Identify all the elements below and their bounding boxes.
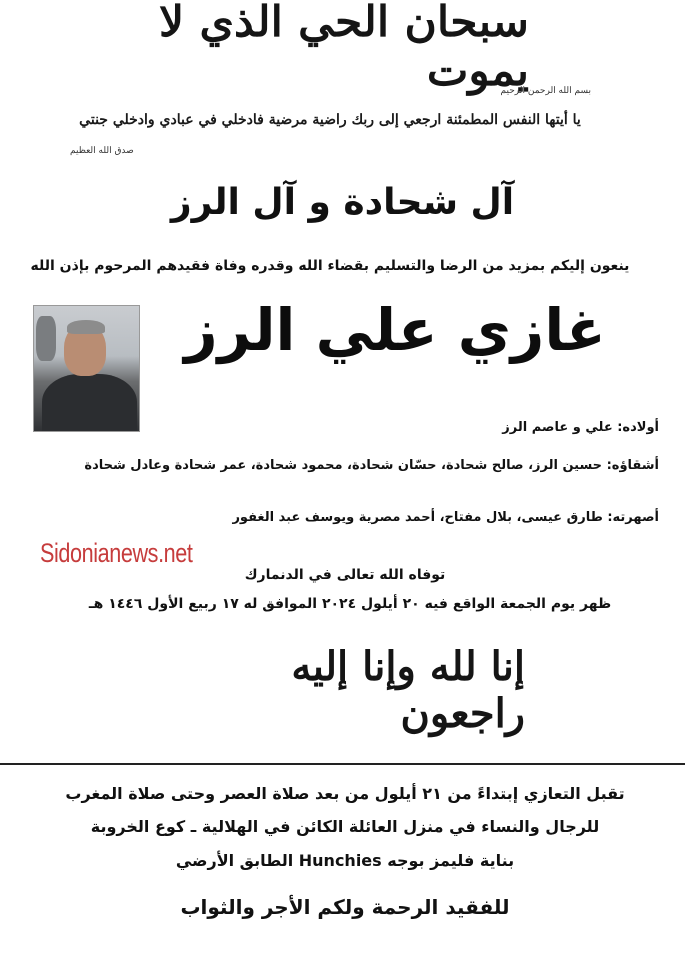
siblings-line: أشقاؤه: حسين الرز، صالح شحادة، حسّان شحادة، محمود شحادة، عمر شحادة وعادل شحادة xyxy=(84,458,659,473)
condolence-line-2: للرجال والنساء في منزل العائلة الكائن في الهلالية ـ كوع الخروبة xyxy=(90,817,600,836)
quran-verse: يا أيتها النفس المطمئنة ارجعي إلى ربك راضية مرضية فادخلي في عبادي وادخلي جنتي xyxy=(79,112,581,128)
condolence-line-3: بناية فليمز بوجه Hunchies الطابق الأرضي xyxy=(175,851,515,870)
announcement-line: ينعون إليكم بمزيد من الرضا والتسليم بقضاء الله وقدره وفاة فقيدهم المرحوم بإذن الله xyxy=(30,258,630,274)
children-line: أولاده: علي و عاصم الرز xyxy=(502,420,659,435)
date-line: ظهر يوم الجمعة الواقع فيه ٢٠ أيلول ٢٠٢٤ الموافق له ١٧ ربيع الأول ١٤٤٦ هـ xyxy=(88,596,612,612)
deceased-name: غازي علي الرز xyxy=(184,296,606,364)
verse-attribution: صدق الله العظيم xyxy=(70,146,134,156)
bottom-calligraphy: إنا لله وإنا إليه راجعون xyxy=(291,643,525,737)
condolence-line-1: تقبل التعازي إبتداءً من ٢١ أيلول من بعد صلاة العصر وحتى صلاة المغرب xyxy=(65,784,625,803)
deceased-photo xyxy=(33,305,140,432)
top-calligraphy: سبحان الحي الذي لا يموت xyxy=(158,0,529,95)
section-divider xyxy=(0,763,685,765)
in-laws-line: أصهرته: طارق عيسى، بلال مفتاح، أحمد مصرية ويوسف عبد الغفور xyxy=(232,510,659,525)
death-place: توفاه الله تعالى في الدنمارك xyxy=(244,567,446,583)
watermark: Sidonianews.net xyxy=(40,538,193,568)
closing-line: للفقيد الرحمة ولكم الأجر والثواب xyxy=(180,895,510,919)
basmala: بسم الله الرحمن الرحيم xyxy=(500,86,591,96)
families-heading: آل شحادة و آل الرز xyxy=(170,182,515,223)
